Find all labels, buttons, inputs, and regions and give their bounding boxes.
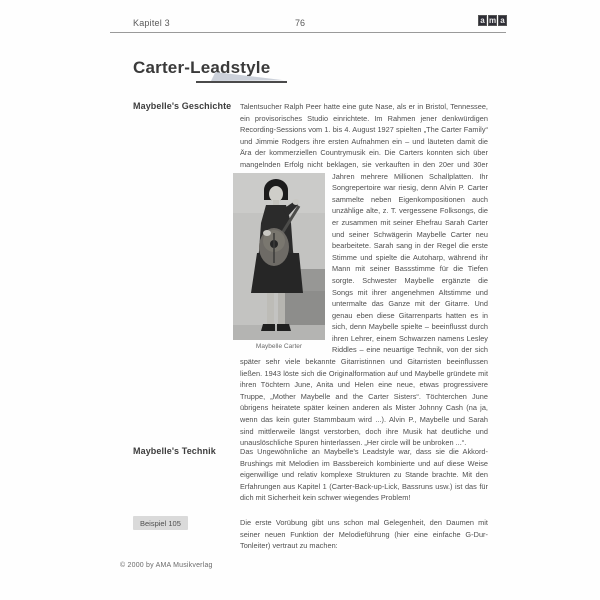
section-heading-technik: Maybelle's Technik [133,446,216,456]
header-rule [110,32,506,33]
chapter-label: Kapitel 3 [133,18,170,28]
beispiel-body: Die erste Vorübung gibt uns schon mal Gelegenheit, den Daumen mit seiner neuen Funktion der Melodieführung (hier eine einfache G-Dur-Tonleiter) vertraut zu machen: [240,518,488,551]
page-title: Carter-Leadstyle [133,58,271,77]
paragraph-text: Jahren mehrere Millionen Schallplatten. Ihr Songrepertoire war riesig, denn Alvin P. Carter sammelte neben Eigenkompositionen auch unzählige alte, z. T. vergessene Folksongs, die er zusammen mit seiner Ehefrau Sarah Carter und seiner Schwägerin Maybelle Carter neu bearbeitete. Sarah sang in der Regel die erste Stimme und spielte die Autoharp, während ihr Mann mit seiner Bassstimme für die Tiefen sorgte. Schwester Maybelle ergänzte die Songs mit ihrer angenehmen Altstimme und untermalte das Ganze mit der Gitarre. Und genau eben diese Gitarrenparts hatten es in sich, denn Maybelle spielte – beeinflusst durch ihren Lehrer, einem Schwarzen namens Lesley Riddles – eine neuartige Technik, von der sich später sehr viele bekannte Gitarristinnen und Gitarristen beeinflussen ließen. 1943 löste sich die Originalformation auf und Maybelle gründete mit ihren Töchtern June, Anita und Helen eine neue, etwas progressivere Truppe, „Mother Maybelle and the Carter Sisters“. Töchterchen June übrigens heiratete später keinen anderen als Mister Johnny Cash (na ja, wenn das kein guter Stammbaum wird ...). Alvin P., Maybelle und Sarah sind mittlerweile längst verstorben, doch ihre Musik hat deutliche und unauslöschliche Spuren hinterlassen. „Her circle will be unbroken ...“. [240,171,488,448]
logo-letter-icon: m [488,16,497,25]
title-underline [196,81,287,83]
paragraph-text: Talentsucher Ralph Peer hatte eine gute Nase, als er in Bristol, Tennessee, ein provisorisches Studio einrichtete. Im Rahmen jener denkwürdigen Recording-Sessions vom 1. bis 4. August 1927 spielten „The Carter Family“ und Jimmie Rodgers ihre ersten Aufnahmen ein – und läuteten damit die Ära der kommerziellen Countrymusik ein. Die Carters konnten sich über mangelnden Erfolg nicht beklagen, sie verkauften in den 20er und 30er [240,102,488,169]
beispiel-label: Beispiel 105 [133,516,188,530]
section-heading-geschichte: Maybelle's Geschichte [133,101,232,111]
logo-letter-icon: a [498,15,507,26]
copyright-notice: © 2000 by AMA Musikverlag [120,562,213,569]
ama-logo [478,15,507,26]
section-body-technik: Das Ungewöhnliche an Maybelle's Leadstyle war, dass sie die Akkord-Brushings mit Melodien im Bassbereich kombinierte und auf diese Weise eigenwillige und relativ komplexe Strukturen zu Stande brachte. Mit den Erfahrungen aus Kapitel 1 (Carter-Back-up-Lick, Bassruns usw.) ist das für dich mit Sicherheit kein schwer wiegendes Problem! [240,447,488,503]
maybelle-photo-figure [233,173,325,351]
maybelle-photo [233,173,325,340]
logo-letter-icon: a [478,15,487,26]
page-number: 76 [294,18,305,28]
section-body-geschichte [240,101,488,449]
photo-caption: Maybelle Carter [255,342,303,350]
